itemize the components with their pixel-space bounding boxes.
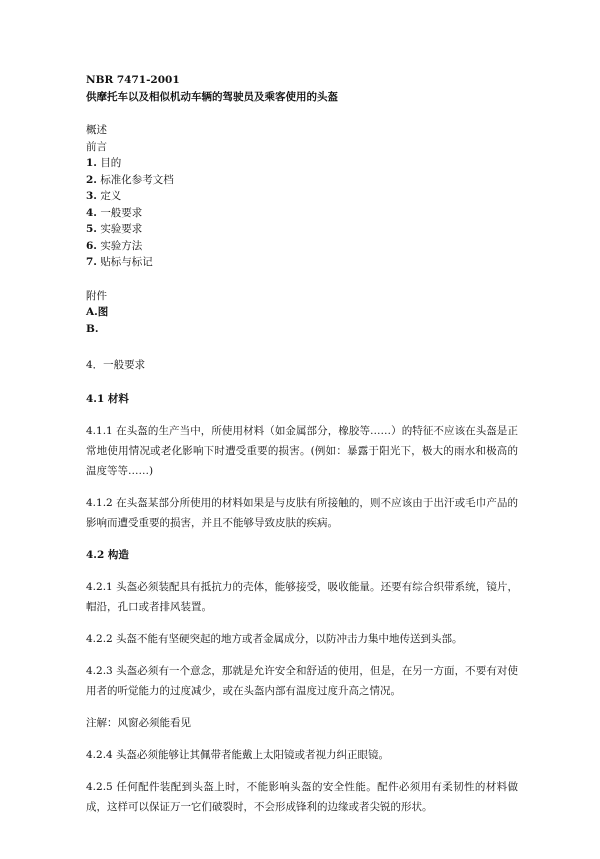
toc-item-label: 标准化参考文档 [100, 173, 174, 186]
note: 注解：风窗必须能看见 [86, 717, 191, 729]
annex-title: 附件 [86, 289, 107, 302]
toc-overview: 概述 [86, 124, 107, 136]
toc-item-number: 5. [86, 223, 97, 235]
paragraph-4-2-2: 4.2.2 头盔不能有坚硬突起的地方或者金属成分，以防冲击力集中地传送到头部。 [86, 633, 463, 645]
toc-item [86, 188, 518, 205]
paragraph-4-2-3: 4.2.3 头盔必须有一个意念，那就是允许安全和舒适的使用，但是，在另一方面，不要有对使用者的听觉能力的过度减少，或在头盔内部有温度过度升高之情况。 [86, 665, 518, 697]
document-body [86, 72, 518, 817]
toc-item-number: 3. [86, 190, 97, 202]
toc-item-label: 一般要求 [100, 206, 143, 219]
paragraph-4-1-1: 4.1.1 在头盔的生产当中，所使用材料（如金属部分，橡胶等……）的特征不应该在头盔是正常地使用情况或老化影响下时遭受重要的损害。(例如：暴露于阳光下，极大的雨水和极高的温度等等……) [86, 425, 518, 477]
paragraph-4-2-4: 4.2.4 头盔必须能够让其佩带者能戴上太阳镜或者视力纠正眼镜。 [86, 749, 390, 761]
toc-item [86, 172, 518, 189]
standard-code: NBR 7471-2001 [86, 74, 180, 86]
toc-item [86, 221, 518, 238]
toc-preface: 前言 [86, 140, 107, 153]
paragraph-4-1-2: 4.1.2 在头盔某部分所使用的材料如果是与皮肤有所接触的，则不应该由于出汗或毛巾产品的影响而遭受重要的损害，并且不能够导致皮肤的疾病。 [86, 497, 518, 529]
toc-item-number: 7. [86, 256, 97, 268]
annex-item-b: B. [86, 322, 99, 335]
toc-item-number: 6. [86, 239, 97, 252]
paragraph-4-2-5: 4.2.5 任何配件装配到头盔上时，不能影响头盔的安全性能。配件必须用有柔韧性的材料做成，这样可以保证万一它们破裂时，不会形成锋利的边缘或者尖锐的形状。 [86, 781, 518, 813]
toc-item [86, 155, 518, 172]
toc-item-number: 2. [86, 173, 97, 186]
toc-item-label: 定义 [100, 190, 122, 202]
subsection-heading-construction: 4.2 构造 [86, 549, 129, 561]
toc-item-number: 1. [86, 157, 97, 169]
toc-item-label: 实验方法 [100, 239, 143, 252]
document-title: 供摩托车以及相似机动车辆的驾驶员及乘客使用的头盔 [86, 90, 338, 103]
subsection-heading-materials: 4.1 材料 [86, 393, 129, 405]
paragraph-4-2-1: 4.2.1 头盔必须装配具有抵抗力的壳体，能够接受，吸收能量。还要有综合织带系统，镜片，帽沿，孔口或者排风装置。 [86, 581, 518, 613]
toc-item [86, 205, 518, 222]
toc-item-label: 目的 [100, 157, 122, 169]
toc-item [86, 254, 518, 271]
toc-item-number: 4. [86, 206, 97, 219]
toc-item-label: 贴标与标记 [100, 256, 153, 268]
annex-item-a: A.图 [86, 306, 109, 318]
toc-item [86, 238, 518, 255]
toc-item-label: 实验要求 [100, 223, 143, 235]
section-heading: 4．一般要求 [86, 359, 146, 371]
